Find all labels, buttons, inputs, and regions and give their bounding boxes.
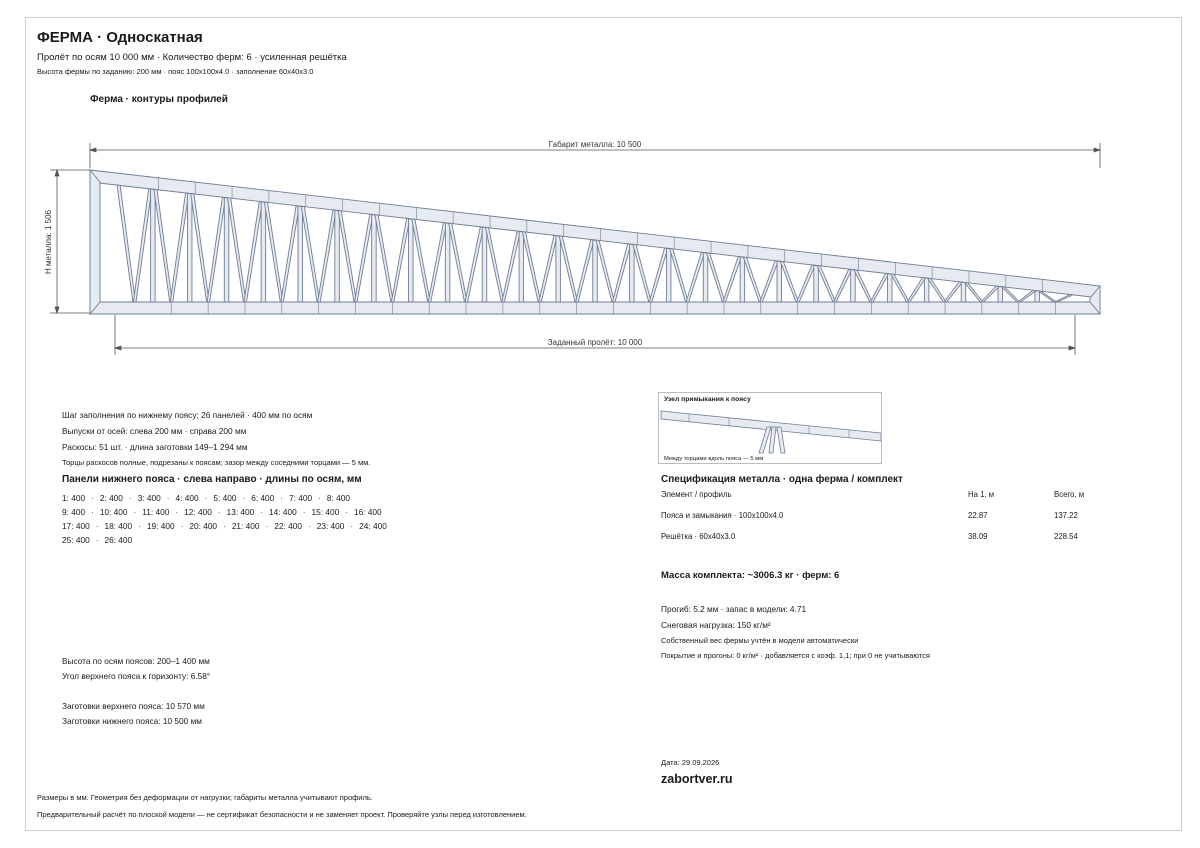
vertical-post [519, 232, 524, 302]
spec-header-per-one: На 1, м [968, 490, 995, 499]
panel-item: 14: 400 [269, 507, 297, 517]
vertical-post [261, 202, 266, 302]
diagonal-brace [780, 261, 798, 302]
spec-header-row [661, 490, 1101, 511]
diagonal-brace [375, 215, 393, 302]
vertical-post [482, 227, 487, 302]
node-detail-caption: Между торцами вдоль пояса — 5 мм [664, 456, 764, 462]
bottom-chord [90, 302, 1100, 314]
table-row [661, 532, 1101, 553]
node-detail-drawing [659, 393, 882, 464]
diagonal-brace [244, 201, 262, 302]
truss-profile [90, 170, 1100, 314]
diagonal-brace [391, 218, 409, 302]
panel-item: 26: 400 [104, 535, 133, 545]
panel-item: 20: 400 [189, 521, 218, 531]
diagonal-brace [485, 227, 503, 302]
vertical-post [961, 282, 966, 302]
diagonal-brace [559, 236, 577, 302]
diagonal-brace [834, 269, 852, 302]
panel-item: 25: 400 [62, 535, 90, 545]
diagonal-brace [522, 232, 540, 302]
panel-item: 9: 400 [62, 507, 86, 517]
diagonal-brace [428, 223, 446, 302]
vertical-post [298, 206, 303, 302]
panels-title: Панели нижнего пояса · слева направо · длины по осям, мм [62, 474, 362, 485]
truss-drawing [0, 0, 1200, 370]
diagonal-brace [207, 197, 225, 302]
diagonal-brace [891, 274, 909, 302]
diagonal-brace [964, 282, 982, 302]
spec-mass: Масса комплекта: ~3006.3 кг · ферм: 6 [661, 570, 840, 581]
diagonal-brace [817, 266, 835, 302]
diagonal-brace [670, 249, 688, 302]
diagonal-brace [539, 235, 557, 302]
page-title: ФЕРМА · Односкатная [37, 29, 203, 46]
panel-item: 7: 400 [289, 493, 313, 503]
diagonal-brace [170, 193, 188, 302]
left-end-post [90, 170, 100, 314]
panel-item: 5: 400 [213, 493, 237, 503]
spec-cell: Решётка · 60x40x3.0 [661, 532, 736, 541]
diagonal-brace [928, 278, 946, 302]
panel-item: 4: 400 [175, 493, 199, 503]
diagonal-brace [723, 256, 741, 302]
spec-table [661, 490, 1101, 553]
vertical-post [335, 210, 340, 302]
diagonal-brace [117, 185, 135, 302]
span-dimension-label: Заданный пролёт: 10 000 [547, 338, 643, 347]
panel-row: 9: 400 · 10: 400 · 11: 400 · 12: 400 · 13: 400 · 14: 400 · 15: 400 · 16: 400 [62, 507, 382, 517]
drawing-title: Ферма · контуры профилей [90, 94, 228, 105]
diagonal-brace [907, 278, 925, 302]
loads-roofing: Покрытие и прогоны: 0 кг/м² · добавляется с коэф. 1,1; при 0 не учитываются [661, 651, 930, 660]
footer-note-dimensions: Размеры в мм. Геометрия без деформации от нагрузки; габариты металла учитывают профиль. [37, 793, 373, 802]
panel-item: 13: 400 [226, 507, 255, 517]
spec-header-total: Всего, м [1054, 490, 1085, 499]
diagonal-brace [870, 273, 888, 302]
height-dimension-label: H металла: 1 506 [44, 210, 53, 274]
diagonal-brace [465, 227, 483, 302]
node-detail [658, 392, 882, 464]
vertical-post [924, 278, 929, 302]
panel-item: 19: 400 [146, 521, 175, 531]
vertical-post [1035, 291, 1040, 302]
node-detail-title: Узел примыкания к поясу [664, 396, 751, 403]
overall-dimension-label: Габарит металла: 10 500 [548, 140, 642, 149]
page-subtitle-details: Высота фермы по заданию: 200 мм · пояс 100x100x4.0 · заполнение 60x40x3.0 [37, 67, 314, 76]
vertical-post [777, 261, 782, 302]
spec-cell: 228.54 [1054, 532, 1078, 541]
diagonal-brace [264, 202, 282, 302]
spec-cell: Пояса и замыкания · 100x100x4.0 [661, 511, 784, 520]
spec-title: Спецификация металла · одна ферма / комплект [661, 474, 903, 485]
diagonal-brace [191, 194, 209, 302]
diagonal-brace [412, 219, 430, 302]
table-row [661, 511, 1101, 532]
diagonal-brace [338, 210, 356, 302]
panel-item: 22: 400 [274, 521, 302, 531]
panel-item: 2: 400 [99, 493, 123, 503]
panel-row: 17: 400 · 18: 400 · 19: 400 · 20: 400 · 21: 400 · 22: 400 · 23: 400 · 24: 400 [62, 521, 387, 531]
vertical-post [888, 274, 893, 302]
diagonal-brace [318, 210, 336, 302]
geometry-bottom-blank: Заготовки нижнего пояса: 10 500 мм [62, 716, 202, 726]
loads-snow: Снеговая нагрузка: 150 кг/м² [661, 620, 771, 630]
panel-item: 21: 400 [231, 521, 260, 531]
vertical-post [703, 253, 708, 302]
panel-row: 1: 400 · 2: 400 · 3: 400 · 4: 400 · 5: 400 · 6: 400 · 7: 400 · 8: 400 [62, 493, 350, 503]
diagonal-brace [707, 253, 725, 302]
diagonal-brace [797, 265, 815, 302]
diagonal-brace [576, 240, 594, 302]
diagonal-brace [854, 270, 872, 302]
geometry-height: Высота по осям поясов: 200–1 400 мм [62, 656, 210, 666]
vertical-post [224, 198, 229, 302]
spec-header-element: Элемент / профиль [661, 490, 732, 499]
diagonal-brace [154, 189, 172, 302]
vertical-post [740, 257, 745, 302]
diagonal-brace [633, 244, 651, 302]
spec-cell: 38.09 [968, 532, 988, 541]
diagonal-brace [355, 214, 373, 302]
diagonal-brace [649, 248, 667, 302]
geometry-top-blank: Заготовки верхнего пояса: 10 570 мм [62, 701, 205, 711]
vertical-post [409, 219, 414, 302]
panel-item: 23: 400 [316, 521, 345, 531]
info-fill-step: Шаг заполнения по нижнему поясу: 26 панелей · 400 мм по осям [62, 410, 313, 420]
diagonal-brace [612, 244, 630, 302]
panel-item: 1: 400 [62, 493, 86, 503]
vertical-post [445, 223, 450, 302]
diagonal-brace [1055, 295, 1073, 302]
vertical-post [814, 265, 819, 302]
vertical-post [666, 248, 671, 302]
diagonal-brace [760, 261, 778, 302]
diagonal-brace [981, 286, 999, 302]
diagonal-brace [596, 240, 614, 302]
diagonal-brace [1018, 290, 1036, 302]
footer-site: zabortver.ru [661, 772, 733, 786]
vertical-post [630, 244, 635, 302]
geometry-angle: Угол верхнего пояса к горизонту: 6.58° [62, 671, 211, 681]
info-braces: Раскосы: 51 шт. · длина заготовки 149–1 294 мм [62, 442, 248, 452]
info-brace-ends: Торцы раскосов полные, подрезаны к поясам; зазор между соседними торцами — 5 мм. [62, 458, 371, 467]
diagonal-brace [502, 231, 520, 302]
panel-item: 10: 400 [99, 507, 128, 517]
vertical-post [998, 287, 1003, 302]
footer-date: Дата: 29.09.2026 [661, 758, 720, 767]
diagonal-brace [228, 198, 246, 302]
loads-deflection: Прогиб: 5.2 мм · запас в модели: 4.71 [661, 604, 807, 614]
panel-item: 11: 400 [142, 507, 170, 517]
diagonal-brace [133, 189, 151, 302]
panel-item: 24: 400 [359, 521, 387, 531]
panel-item: 17: 400 [62, 521, 90, 531]
diagonal-brace [1001, 287, 1019, 302]
panels-list [62, 491, 422, 547]
vertical-post [851, 270, 856, 302]
footer-note-disclaimer: Предварительный расчёт по плоской модели — не сертификат безопасности и не заменяет проект. Проверяйте узлы перед изготовлением. [37, 810, 527, 819]
vertical-post [372, 215, 377, 302]
diagonal-brace [944, 282, 962, 302]
spec-cell: 137.22 [1054, 511, 1078, 520]
vertical-post [151, 189, 156, 302]
diagonal-brace [281, 206, 299, 302]
diagonal-brace [743, 257, 761, 302]
vertical-post [593, 240, 598, 302]
panel-item: 8: 400 [326, 493, 350, 503]
panel-item: 18: 400 [104, 521, 133, 531]
panel-item: 16: 400 [353, 507, 382, 517]
panel-row: 25: 400 · 26: 400 [62, 535, 133, 545]
panel-item: 6: 400 [251, 493, 275, 503]
diagonal-brace [686, 252, 704, 302]
loads-self-weight: Собственный вес фермы учтён в модели автоматически [661, 636, 859, 645]
diagonal-brace [301, 206, 319, 302]
panel-item: 3: 400 [137, 493, 161, 503]
spec-cell: 22.87 [968, 511, 988, 520]
panel-item: 12: 400 [184, 507, 212, 517]
diagonal-brace [449, 223, 467, 302]
page-subtitle: Пролёт по осям 10 000 мм · Количество ферм: 6 · усиленная решётка [37, 52, 347, 63]
panel-item: 15: 400 [311, 507, 340, 517]
vertical-post [556, 236, 561, 302]
info-overhangs: Выпуски от осей: слева 200 мм · справа 200 мм [62, 426, 247, 436]
vertical-post [187, 193, 192, 302]
